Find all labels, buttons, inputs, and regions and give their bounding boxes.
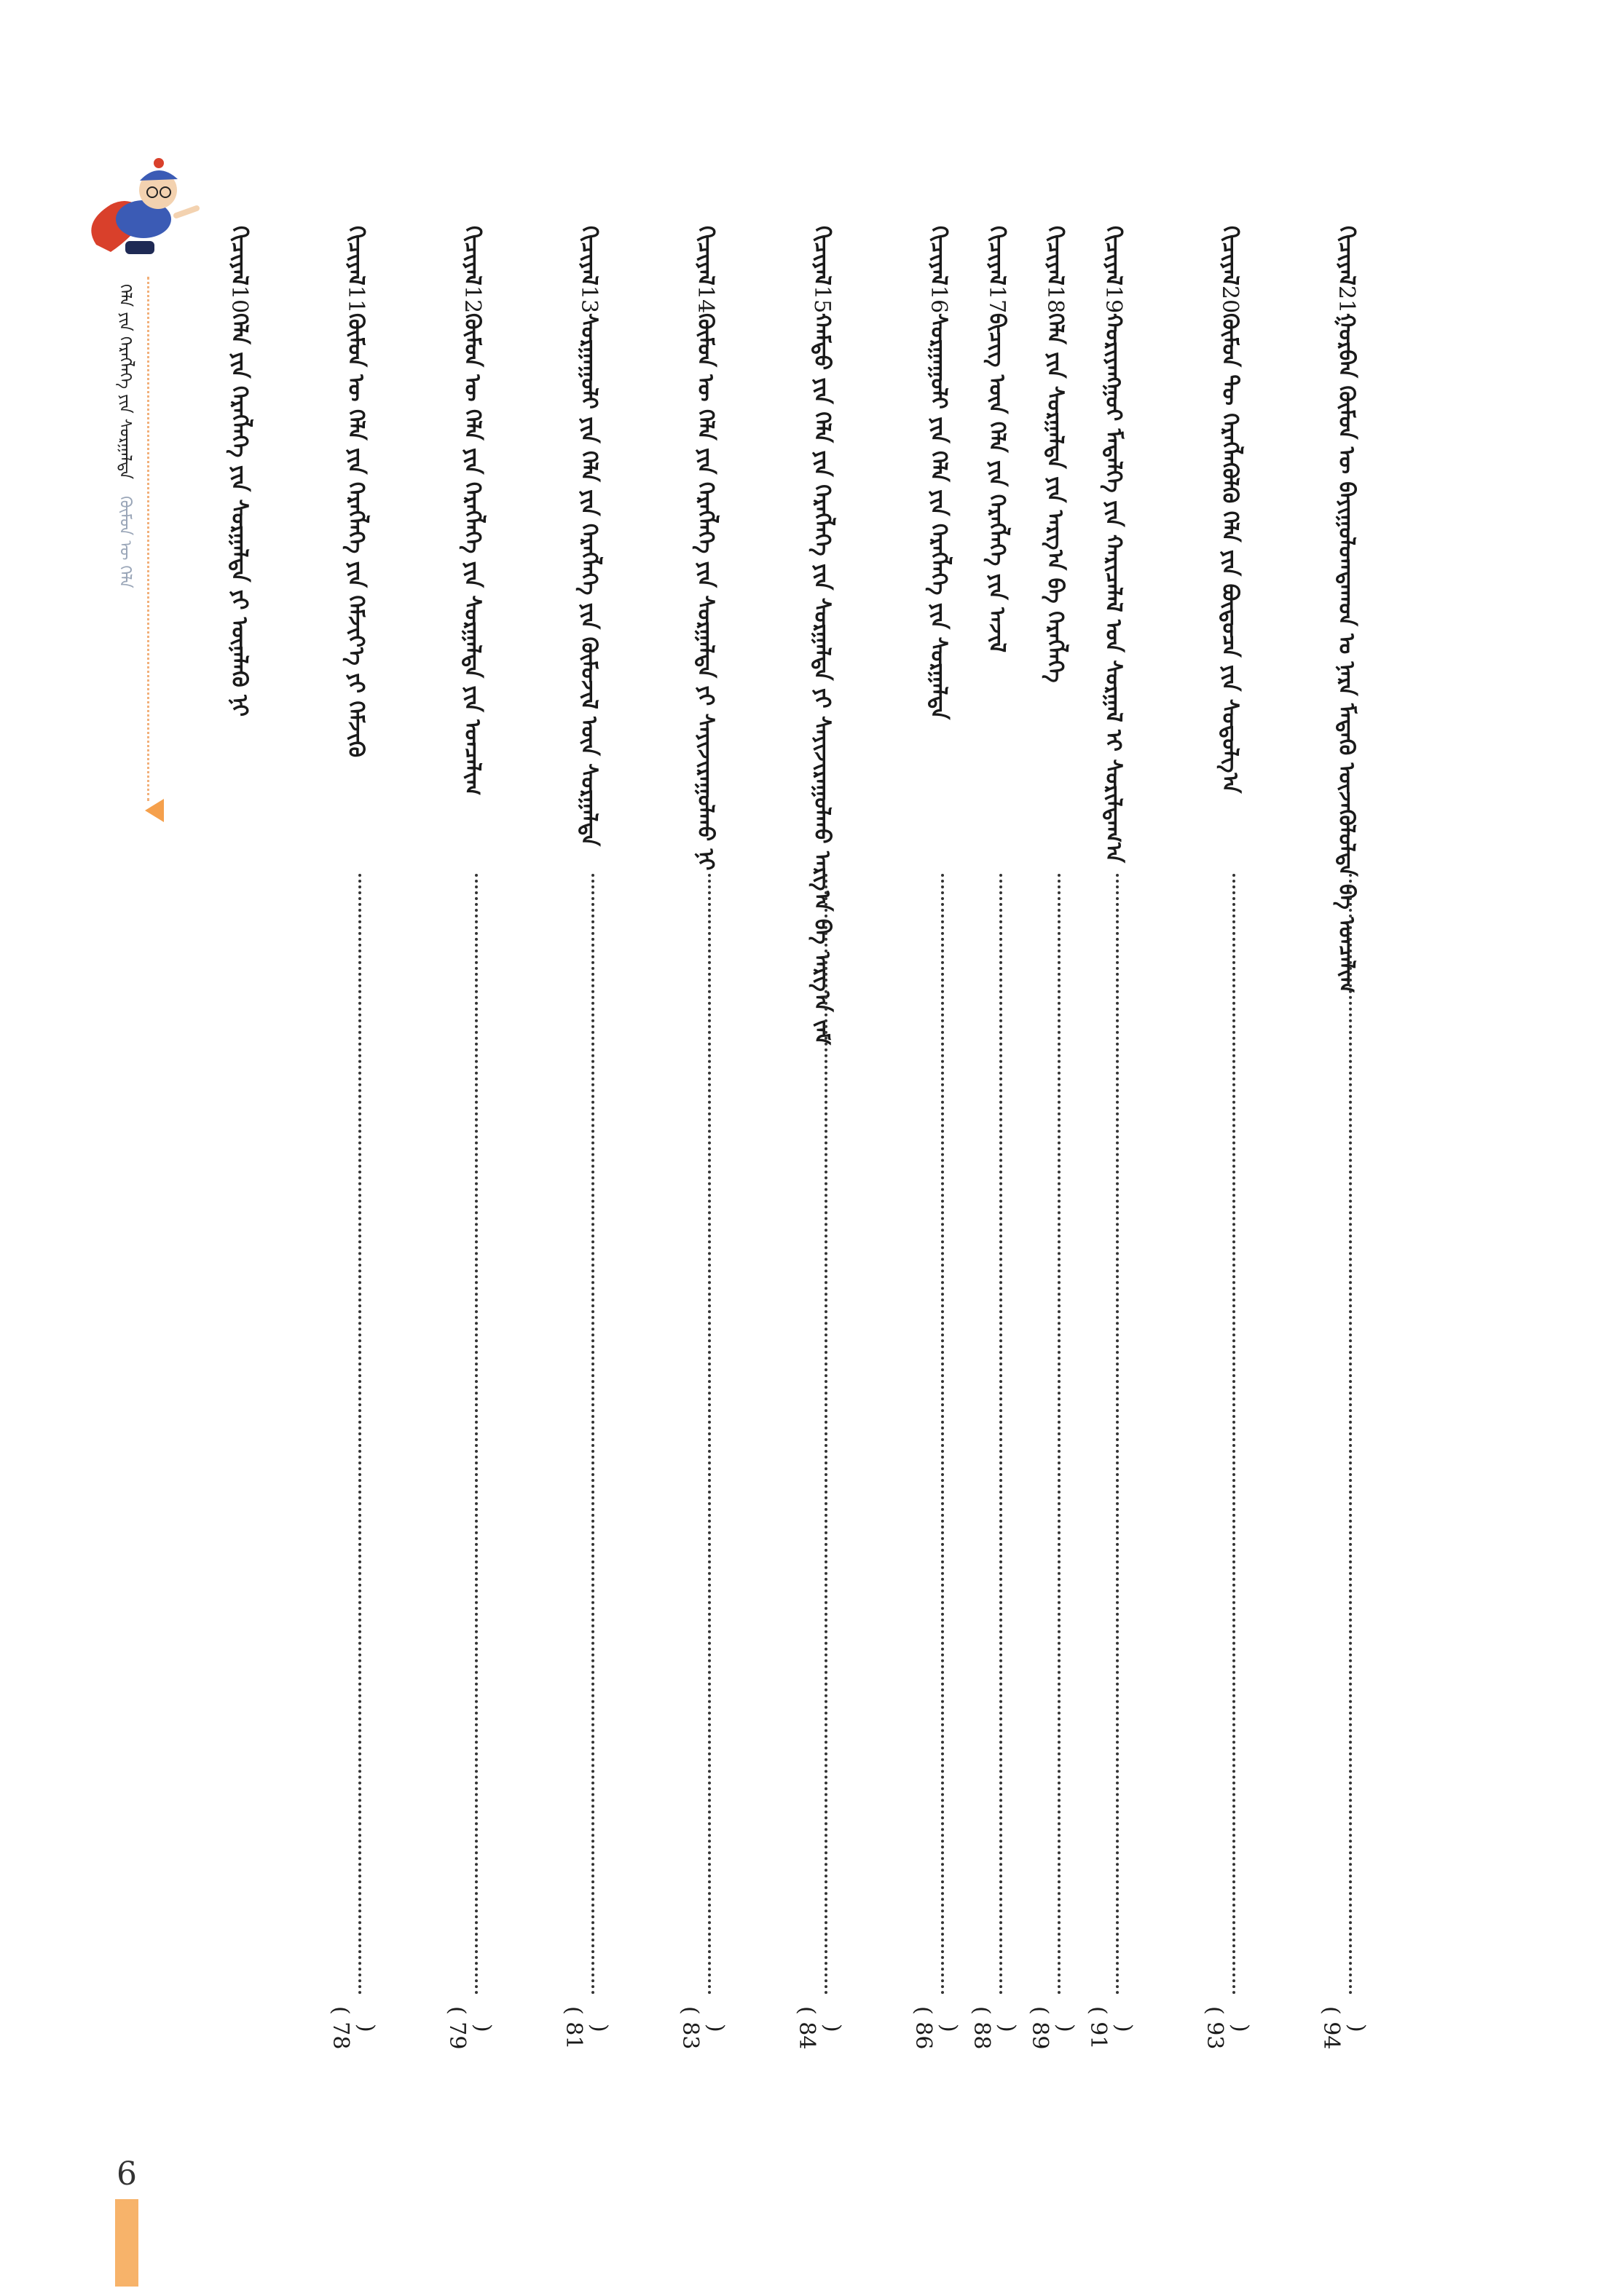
toc-entry-number: 11 xyxy=(343,285,369,314)
running-header xyxy=(115,284,143,808)
page-marker-bar xyxy=(115,2199,138,2287)
toc-page-number: ( 89 ) xyxy=(1027,2006,1078,2050)
toc-page-number: ( 91 ) xyxy=(1085,2006,1136,2050)
toc-page-number: ( 83 ) xyxy=(677,2006,728,2050)
toc-entry-title: ᠬᠡᠯᠡ ᠶᠢᠨ ᠬᠡᠷᠡᠭᠯᠡᠭᠡ ᠶᠢᠨ ᠰᠤᠷᠭᠠᠯᠲᠠ ᠶᠢ ᠦᠨᠡᠯᠡᠬᠦ ᠨᠢ xyxy=(227,313,252,717)
leader-dots xyxy=(708,874,740,1995)
toc-entry-title: ᠬᠦᠮᠦᠨ ᠦ ᠬᠡᠯᠡ ᠶᠢᠨ ᠬᠡᠷᠡᠭᠯᠡᠭᠡ ᠶᠢᠨ ᠬᠡᠮᠵᠢᠶ᠎ᠡ ᠶᠢ ᠬᠡᠮᠵᠢᠬᠦ xyxy=(343,313,369,758)
toc-entry-prefix: ᠬᠢᠴᠢᠶᠡᠯ xyxy=(227,226,252,285)
toc-entry-title: ᠪᠢᠴᠢᠭ᠌ ᠦᠨ ᠬᠡᠯᠡ ᠶᠢᠨ ᠬᠡᠷᠡᠭᠯᠡᠭᠡ ᠶᠢᠨ ᠠᠵᠢᠯ xyxy=(984,313,1010,653)
toc-entry-prefix: ᠬᠢᠴᠢᠶᠡᠯ xyxy=(809,226,835,285)
leader-dots xyxy=(1116,874,1148,1995)
toc-page-number: ( 88 ) xyxy=(969,2006,1020,2050)
toc-entry-number: 18 xyxy=(1042,285,1068,314)
toc-page-number: ( 94 ) xyxy=(1318,2006,1369,2050)
leader-dots xyxy=(999,874,1031,1995)
leader-dots xyxy=(941,874,973,1995)
running-header-subtitle: ᠬᠦᠮᠦᠨ ᠦ ᠬᠡᠯᠡ xyxy=(116,496,134,588)
toc-entry-number: 21 xyxy=(1334,285,1359,314)
toc-entry[interactable] xyxy=(211,226,253,2024)
toc-entry-prefix: ᠬᠢᠴᠢᠶᠡᠯ xyxy=(460,226,485,285)
toc-entry-prefix: ᠬᠢᠴᠢᠶᠡᠯ xyxy=(1101,226,1126,285)
toc-page-number: ( 79 ) xyxy=(444,2006,495,2050)
toc-page-number: ( 78 ) xyxy=(328,2006,379,2050)
toc-entry-title: ᠬᠦᠮᠦᠨ ᠦ ᠬᠡᠯᠡ ᠶᠢᠨ ᠬᠡᠷᠡᠭᠯᠡᠭᠡ ᠶᠢᠨ ᠰᠤᠷᠭᠠᠯᠲᠠ ᠶᠢᠨ ᠣᠨᠴᠠᠯᠢᠭ xyxy=(460,313,485,796)
toc-entry-number: 13 xyxy=(576,285,602,314)
toc-page-number: ( 84 ) xyxy=(794,2006,845,2050)
toc-entry-prefix: ᠬᠢᠴᠢᠶᠡᠯ xyxy=(1217,226,1243,285)
toc-entry-title: ᠬᠦᠮᠦᠨ ᠦ ᠬᠡᠯᠡ ᠶᠢᠨ ᠬᠡᠷᠡᠭᠯᠡᠭᠡ ᠶᠢᠨ ᠰᠤᠷᠭᠠᠯᠲᠠ ᠶᠢ ᠰᠠᠶᠢᠵᠢᠷᠠᠭᠤᠯᠬᠤ ᠨᠢ xyxy=(693,313,718,871)
toc-page-number: ( 93 ) xyxy=(1202,2006,1253,2050)
toc-entry-prefix: ᠬᠢᠴᠢᠶᠡᠯ xyxy=(1042,226,1068,285)
toc-entry-number: 12 xyxy=(460,285,485,314)
toc-entry-prefix: ᠬᠢᠴᠢᠶᠡᠯ xyxy=(1334,226,1359,285)
leader-dots xyxy=(591,874,623,1995)
toc-entry-number: 10 xyxy=(227,285,252,314)
toc-entry-title: ᠬᠠᠮᠲᠤ ᠶᠢᠨ ᠬᠡᠯᠡ ᠶᠢᠨ ᠬᠡᠷᠡᠭᠯᠡᠭᠡ ᠶᠢᠨ ᠰᠤᠷᠭᠠᠯᠲᠠ ᠶᠢ ᠰᠠᠶᠢᠵᠢᠷᠠᠭᠤᠯᠬᠤ ᠠᠷᠭ᠎ᠠ ᠪᠠ ᠠᠷᠭ᠎ᠠ ᠵᠠᠮ xyxy=(809,313,835,1045)
leader-dots xyxy=(1058,874,1090,1995)
arrow-down-icon xyxy=(145,799,164,822)
toc-entry-title: ᠰᠤᠷᠭᠠᠭᠤᠯᠢ ᠶᠢᠨ ᠬᠡᠯᠡ ᠶᠢᠨ ᠬᠡᠷᠡᠭᠯᠡᠭᠡ ᠶᠢᠨ ᠰᠤᠷᠭᠠᠯᠲᠠ xyxy=(926,313,951,720)
page-number: 6 xyxy=(117,2155,137,2193)
leader-dots xyxy=(475,874,507,1995)
toc-entry-title: ᠬᠦᠮᠦᠨ ᠲᠦ ᠬᠡᠷᠡᠭᠯᠡᠭᠦᠯᠬᠦ ᠬᠡᠯᠡ ᠶᠢᠨ ᠪᠦᠲᠦᠴᠡ ᠶᠢᠨ ᠰᠤᠳᠤᠯᠭ᠎ᠠ xyxy=(1217,313,1243,794)
toc-entry-number: 14 xyxy=(693,285,718,314)
toc-page-number: ( 86 ) xyxy=(910,2006,961,2050)
leader-dots xyxy=(1349,874,1381,1995)
running-header-title: ᠬᠡᠯᠡ ᠶᠢᠨ ᠬᠡᠷᠡᠭᠯᠡᠭᠡ ᠶᠢᠨ ᠰᠤᠷᠭᠠᠯᠲᠠ xyxy=(116,284,134,480)
leader-dots xyxy=(358,874,390,1995)
toc-entry-prefix: ᠬᠢᠴᠢᠶᠡᠯ xyxy=(576,226,602,285)
toc-entry-prefix: ᠬᠢᠴᠢᠶᠡᠯ xyxy=(693,226,718,285)
toc-entry-title: ᠰᠤᠷᠭᠠᠭᠤᠯᠢ ᠶᠢᠨ ᠬᠡᠯᠡ ᠶᠢᠨ ᠬᠡᠷᠡᠭᠯᠡᠭᠡ ᠶᠢᠨ ᠬᠦᠮᠦᠵᠢᠯ ᠦᠨ ᠰᠤᠷᠭᠠᠯᠲᠠ xyxy=(576,313,602,847)
toc-page-number: ( 81 ) xyxy=(561,2006,612,2050)
mascot-icon xyxy=(67,135,213,281)
toc-entry-number: 16 xyxy=(926,285,951,314)
toc-entry-number: 15 xyxy=(809,285,835,314)
toc-entry-number: 19 xyxy=(1101,285,1126,314)
header-dotted-line xyxy=(147,277,149,801)
toc-entry-title: ᠬᠡᠯᠡ ᠶᠢᠨ ᠰᠤᠷᠭᠠᠯᠲᠠ ᠶᠢᠨ ᠠᠷᠭ᠎ᠠ ᠪᠠ ᠬᠡᠷᠡᠭᠯᠡᠭᠡ xyxy=(1042,313,1068,683)
toc-entry-number: 20 xyxy=(1217,285,1243,314)
toc-entry-prefix: ᠬᠢᠴᠢᠶᠡᠯ xyxy=(343,226,369,285)
toc-entry-number: 17 xyxy=(984,285,1010,314)
toc-entry-title: ᠬᠤᠷᠢᠶᠠᠩᠭᠤᠢ ᠮᠡᠳᠡᠯᠭᠡ ᠶᠢᠨ ᠬᠠᠷᠢᠴᠠᠯᠠᠯ ᠤᠨ ᠰᠤᠷᠭᠠᠯ ᠢ ᠰᠤᠷᠢᠯᠳᠠᠭ᠎ᠠ xyxy=(1101,313,1126,863)
toc-entry-prefix: ᠬᠢᠴᠢᠶᠡᠯ xyxy=(984,226,1010,285)
toc-entry-title: ᠭᠤᠷᠪᠠᠨ ᠬᠦᠮᠦᠨ ᠦ ᠪᠠᠶᠢᠭᠤᠯᠤᠭᠳᠠᠬᠤᠨ ᠤ ᠨᠡᠷᠡ ᠮᠡᠳᠡᠬᠦ ᠦᠵᠡᠭᠦᠯᠦᠯᠲᠡ ᠪᠠ ᠣᠨᠴᠠᠯᠢᠭ xyxy=(1334,313,1359,993)
leader-dots xyxy=(1232,874,1264,1995)
leader-dots xyxy=(825,874,857,1995)
toc-entry-prefix: ᠬᠢᠴᠢᠶᠡᠯ xyxy=(926,226,951,285)
